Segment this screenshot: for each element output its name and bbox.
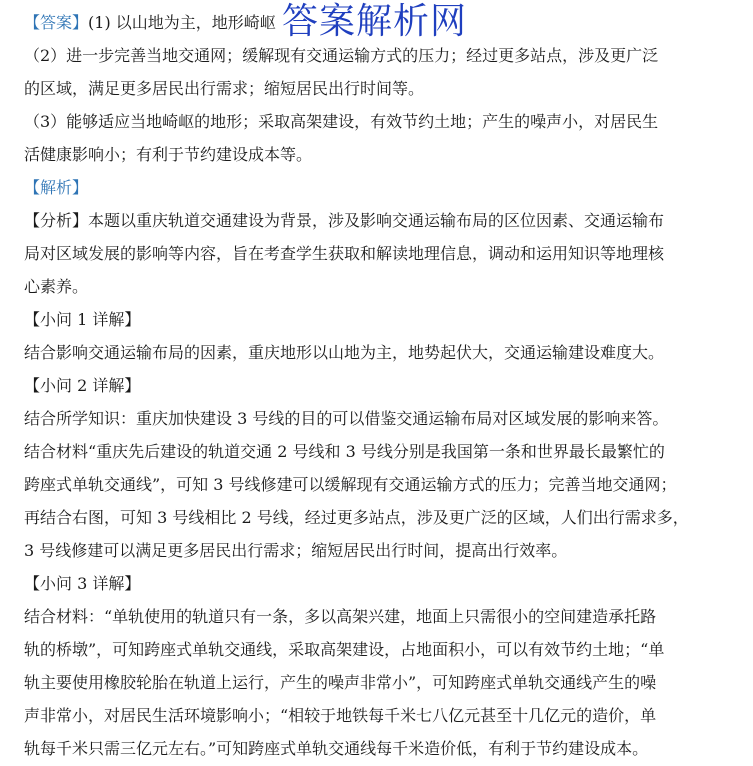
q2-line-5: 3 号线修建可以满足更多居民出行需求；缩短居民出行时间，提高出行效率。 — [24, 541, 568, 560]
q2-heading: 【小问 2 详解】 — [24, 376, 141, 395]
answer-part-2-line-2: 的区域，满足更多居民出行需求；缩短居民出行时间等。 — [24, 79, 425, 98]
q3-line-2: 轨的桥墩”，可知跨座式单轨交通线，采取高架建设，占地面积小，可以有效节约土地；“单 — [24, 640, 665, 659]
analysis-intro-line-1: 【分析】本题以重庆轨道交通建设为背景，涉及影响交通运输布局的区位因素、交通运输布 — [24, 211, 665, 230]
analysis-tag: 【解析】 — [24, 178, 89, 197]
q3-line-4: 声非常小，对居民生活环境影响小；“相较于地铁每千米七八亿元甚至十几亿元的造价，单 — [24, 706, 657, 725]
q2-line-4: 再结合右图，可知 3 号线相比 2 号线，经过更多站点，涉及更广泛的区域，人们出行需求多， — [24, 508, 689, 527]
analysis-intro-line-2: 局对区域发展的影响等内容，旨在考查学生获取和解读地理信息，调动和运用知识等地理核 — [24, 244, 665, 263]
q1-heading: 【小问 1 详解】 — [24, 310, 141, 329]
q3-heading: 【小问 3 详解】 — [24, 574, 141, 593]
answer-part-1: (1) 以山地为主，地形崎岖 — [88, 13, 276, 32]
q3-line-3: 轨主要使用橡胶轮胎在轨道上运行，产生的噪声非常小”，可知跨座式单轨交通线产生的噪 — [24, 673, 657, 692]
q2-line-3: 跨座式单轨交通线”，可知 3 号线修建可以缓解现有交通运输方式的压力；完善当地交通网； — [24, 475, 677, 494]
q2-line-2: 结合材料“重庆先后建设的轨道交通 2 号线和 3 号线分别是我国第一条和世界最长最繁忙的 — [24, 442, 665, 461]
analysis-intro-line-3: 心素养。 — [24, 277, 89, 296]
q2-line-1: 结合所学知识：重庆加快建设 3 号线的目的可以借鉴交通运输布局对区域发展的影响来答。 — [24, 409, 669, 428]
q3-line-5: 轨每千米只需三亿元左右。”可知跨座式单轨交通线每千米造价低，有利于节约建设成本。 — [24, 739, 649, 758]
watermark: 答案解析网 — [282, 1, 468, 42]
answer-part-3-line-1: （3）能够适应当地崎岖的地形；采取高架建设，有效节约土地；产生的噪声小，对居民生 — [24, 112, 659, 131]
document-body — [24, 6, 729, 765]
answer-part-3-line-2: 活健康影响小；有利于节约建设成本等。 — [24, 145, 313, 164]
answer-part-2-line-1: （2）进一步完善当地交通网；缓解现有交通运输方式的压力；经过更多站点，涉及更广泛 — [24, 46, 659, 65]
q1-line-1: 结合影响交通运输布局的因素，重庆地形以山地为主，地势起伏大，交通运输建设难度大。 — [24, 343, 665, 362]
answer-tag: 【答案】 — [24, 13, 89, 32]
q3-line-1: 结合材料：“单轨使用的轨道只有一条，多以高架兴建，地面上只需很小的空间建造承托路 — [24, 607, 657, 626]
